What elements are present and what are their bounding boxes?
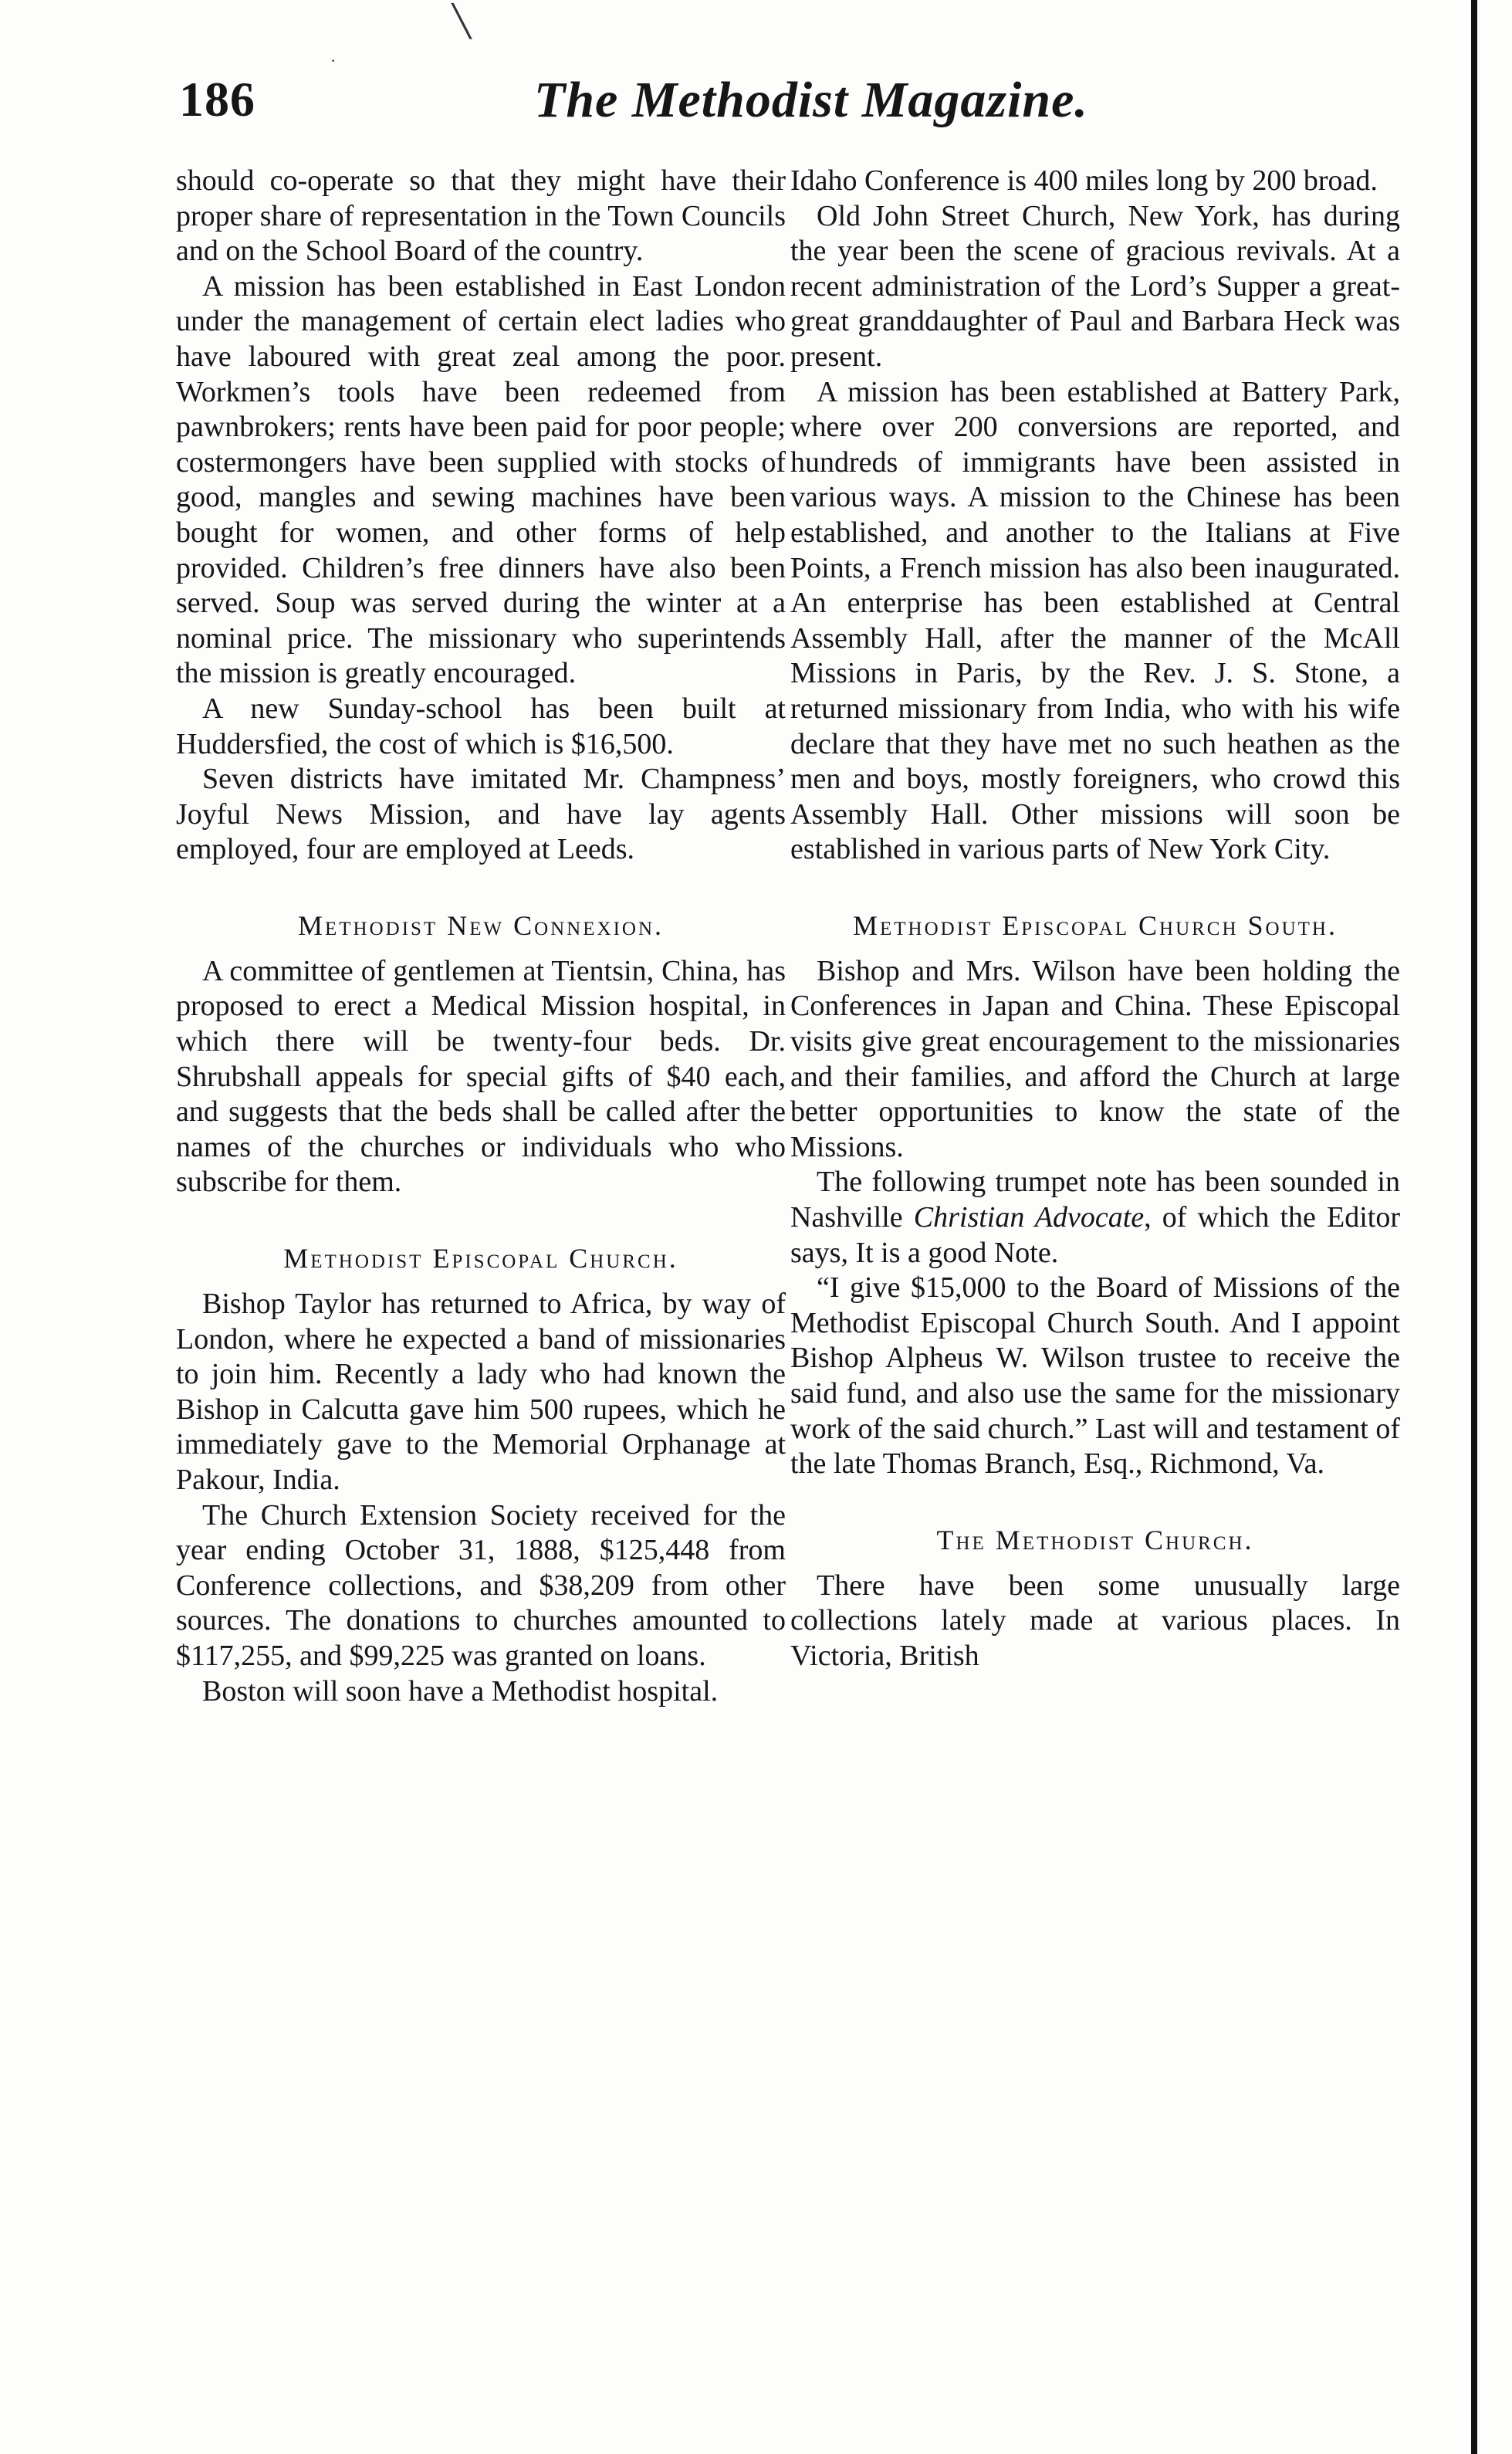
- paragraph: Idaho Conference is 400 miles long by 200 broad.: [790, 164, 1378, 197]
- paragraph: Bishop Taylor has returned to Africa, by way of London, where he expected a band of missionaries to join him. Recently a lady who had known the Bishop in Calcutta gave him 500 rupees, which he immediately gave to the Memorial Orphanage at Pakour, India.: [176, 1288, 786, 1496]
- paragraph: [790, 1165, 1400, 1271]
- paragraph: A new Sunday-school has been built at Huddersfied, the cost of which is $16,500.: [176, 692, 786, 760]
- paragraph: A mission has been established at Battery Park, where over 200 conversions are reported, and hundreds of immigrants have been assisted in various ways. A mission to the Chinese has been established, and another to the Italians at Five Points, a French mission has also been inaugurated. An enterprise has been established at Central Assembly Hall, after the manner of the McAll Missions in Paris, by the Rev. J. S. Stone, a returned missionary from India, who with his wife declare that they have met no such heathen as the men and boys, mostly foreigners, who crowd this Assembly Hall. Other missions will soon be established in various parts of New York City.: [790, 375, 1400, 866]
- section-heading: Methodist Episcopal Church South.: [853, 909, 1338, 941]
- print-speck-mark: ╲: [452, 4, 472, 39]
- page-number: 186: [179, 72, 255, 127]
- paragraph: Seven districts have imitated Mr. Champness’ Joyful News Mission, and have lay agents employed, four are employed at Leeds.: [176, 763, 786, 866]
- left-column: [176, 164, 786, 1709]
- paragraph: Boston will soon have a Methodist hospital.: [202, 1674, 719, 1708]
- paragraph: A mission has been established in East London under the management of certain elect ladies who have laboured with great zeal among the poor. Workmen’s tools have been redeemed from pawnbrokers; rents have been paid for poor people; costermongers have been supplied with stocks of good, mangles and sewing machines have been bought for women, and other forms of help provided. Children’s free dinners have also been served. Soup was served during the winter at a nominal price. The missionary who superintends the mission is greatly encouraged.: [176, 269, 786, 690]
- paragraph: A committee of gentlemen at Tientsin, China, has proposed to erect a Medical Mission hospital, in which there will be twenty-four beds. Dr. Shrubshall appeals for special gifts of $40 each, and suggests that the beds shall be called after the names of the churches or individuals who who subscribe for them.: [176, 954, 786, 1199]
- newspaper-title: Christian Advocate: [913, 1201, 1145, 1234]
- paragraph: should co-operate so that they might have their proper share of representation in the Town Councils and on the School Board of the country.: [176, 164, 786, 268]
- quoted-will-paragraph: “I give $15,000 to the Board of Missions of the Methodist Episcopal Church South. And I appoint Bishop Alpheus W. Wilson trustee to receive the said fund, and also use the same for the missionary work of the said church.” Last will and testament of the late Thomas Branch, Esq., Richmond, Va.: [790, 1271, 1400, 1481]
- right-column: [790, 164, 1400, 1674]
- paragraph-text: The following trumpet note has been sounded in Nashville: [790, 1166, 1400, 1234]
- running-title: The Methodist Magazine.: [534, 72, 1088, 128]
- section-heading: Methodist New Connexion.: [297, 909, 664, 941]
- print-speck-dot: ·: [330, 51, 337, 70]
- paragraph: There have been some unusually large collections lately made at various places. In Victoria, British: [790, 1569, 1400, 1672]
- page-edge-rule: [1471, 0, 1477, 2454]
- page-header: [179, 71, 1383, 140]
- paragraph: Old John Street Church, New York, has during the year been the scene of gracious revivals. At a recent administration of the Lord’s Supper a great-great granddaughter of Paul and Barbara Heck was present.: [790, 199, 1400, 373]
- paragraph: The Church Extension Society received for the year ending October 31, 1888, $125,448 from Conference collections, and $38,209 from other sources. The donations to churches amounted to $117,255, and $99,225 was granted on loans.: [176, 1498, 786, 1672]
- paragraph: Bishop and Mrs. Wilson have been holding the Conferences in Japan and China. These Episcopal visits give great encouragement to the missionaries and their families, and afford the Church at large better opportunities to know the state of the Missions.: [790, 954, 1400, 1163]
- section-heading: Methodist Episcopal Church.: [283, 1243, 678, 1274]
- paragraph-text: , of which the Editor says, It is a good Note.: [790, 1201, 1400, 1269]
- section-heading: The Methodist Church.: [936, 1524, 1254, 1555]
